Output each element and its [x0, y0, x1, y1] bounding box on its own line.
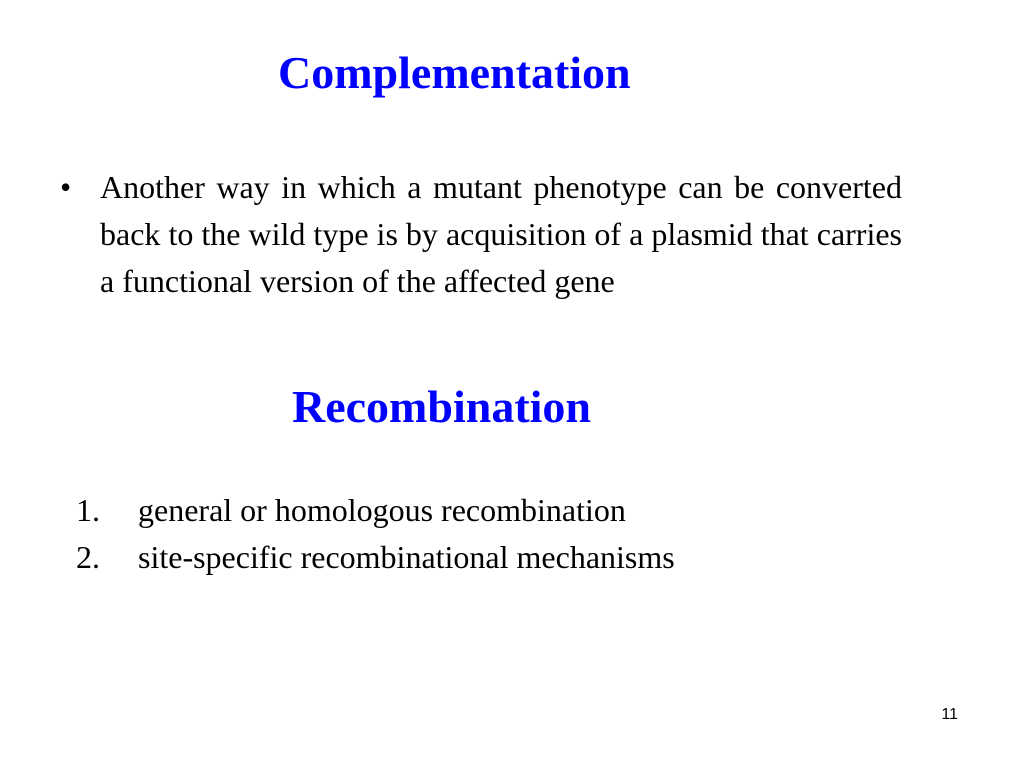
slide-title: Complementation: [278, 47, 631, 98]
list-item-number: 1.: [76, 492, 100, 528]
page-number: 11: [941, 706, 958, 723]
list-item-text: site-specific recombinational mechanisms: [138, 539, 675, 575]
list-item-text: general or homologous recombination: [138, 492, 626, 528]
list-item: [76, 534, 675, 581]
list-item-number: 2.: [76, 539, 100, 575]
bullet-marker: •: [60, 169, 72, 205]
list-item: [76, 487, 675, 534]
numbered-list: [76, 487, 675, 581]
section-heading: Recombination: [292, 381, 591, 432]
bullet-point: [60, 164, 902, 305]
bullet-text: Another way in which a mutant phenotype can be converted back to the wild type is by acquisition of a plasmid that carries a functional version of the affected gene: [100, 169, 902, 299]
